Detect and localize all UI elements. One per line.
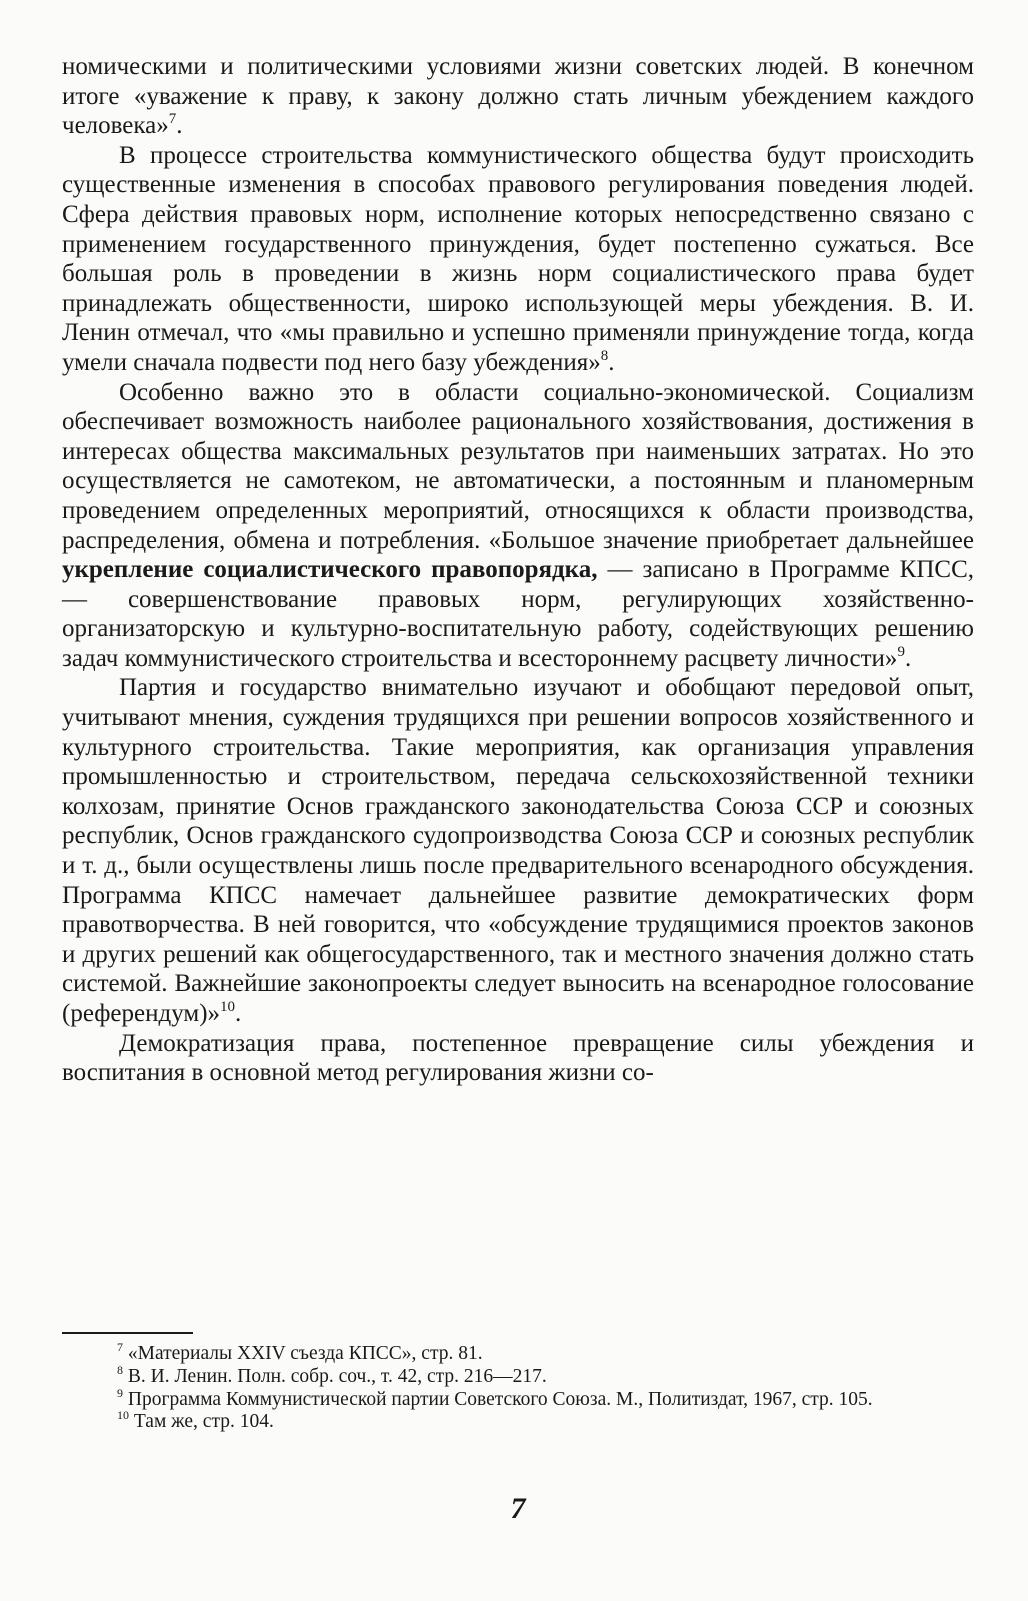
emphasized-phrase: укрепление социалистического правопорядка, [62,556,598,584]
footnote-text: Программа Коммунистической партии Советского Союза. М., Политиздат, 1967, стр. 105. [127,1388,873,1410]
paragraph-end: . [176,112,183,140]
footnote-number: 10 [117,1408,129,1423]
page [62,52,974,1525]
footnote-number: 8 [117,1362,123,1377]
footnote-10 [62,1408,974,1434]
paragraph-text-continued: — записано в Программе КПСС, — совершенствование правовых норм, регулирующих хозяйственно-организаторскую и культурно-воспитательную работу, содействующих решению задач коммунистического строительства и всестороннему расцвету личности» [62,556,974,672]
footnote-ref-7[interactable]: 7 [168,111,177,128]
main-text [62,52,974,1088]
footnote-ref-10[interactable]: 10 [220,999,236,1015]
footnote-text: Там же, стр. 104. [133,1411,274,1433]
footnote-8 [62,1362,974,1389]
footnotes [62,1340,974,1434]
footnote-number: 9 [117,1385,123,1400]
paragraph-text: В процессе строительства коммунистического общества будут происходить существенные изменения в способах правового регулирования поведения людей. Сфера действия правовых норм, исполнение которых непосредственно связано с применением государственного принуждения, будет постепенно сужаться. Все большая роль в проведении в жизнь норм социалистического права будет принадлежать общественности, широко использующей меры убеждения. В. И. Ленин отмечал, что «мы правильно и успешно применяли принуждение тогда, когда умели сначала подвести под него базу убеждения» [62,141,974,376]
paragraph-end: . [235,1000,242,1027]
footnote-text: «Материалы XXIV съезда КПСС», стр. 81. [127,1343,483,1364]
paragraph-text: Партия и государство внимательно изучают и обобщают передовой опыт, учитывают мнения, суждения трудящихся при решении вопросов хозяйственного и культурного строительства. Такие мероприятия, как организация управления промышленностью и строительством, передача сельскохозяйственной техники колхозам, принятие Основ гражданского законодательства Союза ССР и союзных республик, Основ гражданского судопроизводства Союза ССР и союзных республик и т. д., были осуществлены лишь после предварительного всенародного обсуждения. Программа КПСС намечает дальнейшее развитие демократических форм правотворчества. В ней говорится, что «обсуждение трудящимися проектов законов и других решений как общегосударственного, так и местного значения должно стать системой. Важнейшие законопроекты следует выносить на всенародное голосование (референдум)» [62,674,974,1027]
paragraph-4 [62,673,974,1028]
paragraph-text: Особенно важно это в области социально-экономической. Социализм обеспечивает возможность наиболее рационального хозяйствования, достижения в интересах общества максимальных результатов при наименьших затратах. Но это осуществляется не самотеком, не автоматически, а постоянным и планомерным проведением определенных мероприятий, относящихся к области производства, распределения, обмена и потребления. «Большое значение приобретает дальнейшее [62,378,974,554]
paragraph-end: . [608,348,615,376]
paragraph-text: номическими и политическими условиями жизни советских людей. В конечном итоге «уважение к праву, к закону должно стать личным убеждением каждого человека» [62,53,974,140]
footnote-7 [62,1340,974,1366]
footnote-ref-8[interactable]: 8 [600,347,609,364]
paragraph-5 [62,1029,974,1088]
paragraph-3 [62,378,974,674]
footnote-9 [62,1385,974,1412]
footnote-ref-9[interactable]: 9 [897,643,905,660]
footnote-number: 7 [117,1340,123,1354]
paragraph-end: . [904,644,912,672]
paragraph-1 [62,52,974,141]
page-number: 7 [510,1492,526,1525]
footnote-text: В. И. Ленин. Полн. собр. соч., т. 42, стр. 216—217. [127,1365,547,1387]
paragraph-text: Демократизация права, постепенное превращение силы убеждения и воспитания в основной метод регулирования жизни со- [62,1029,974,1087]
paragraph-2 [62,141,974,378]
footnote-divider [62,1332,193,1334]
